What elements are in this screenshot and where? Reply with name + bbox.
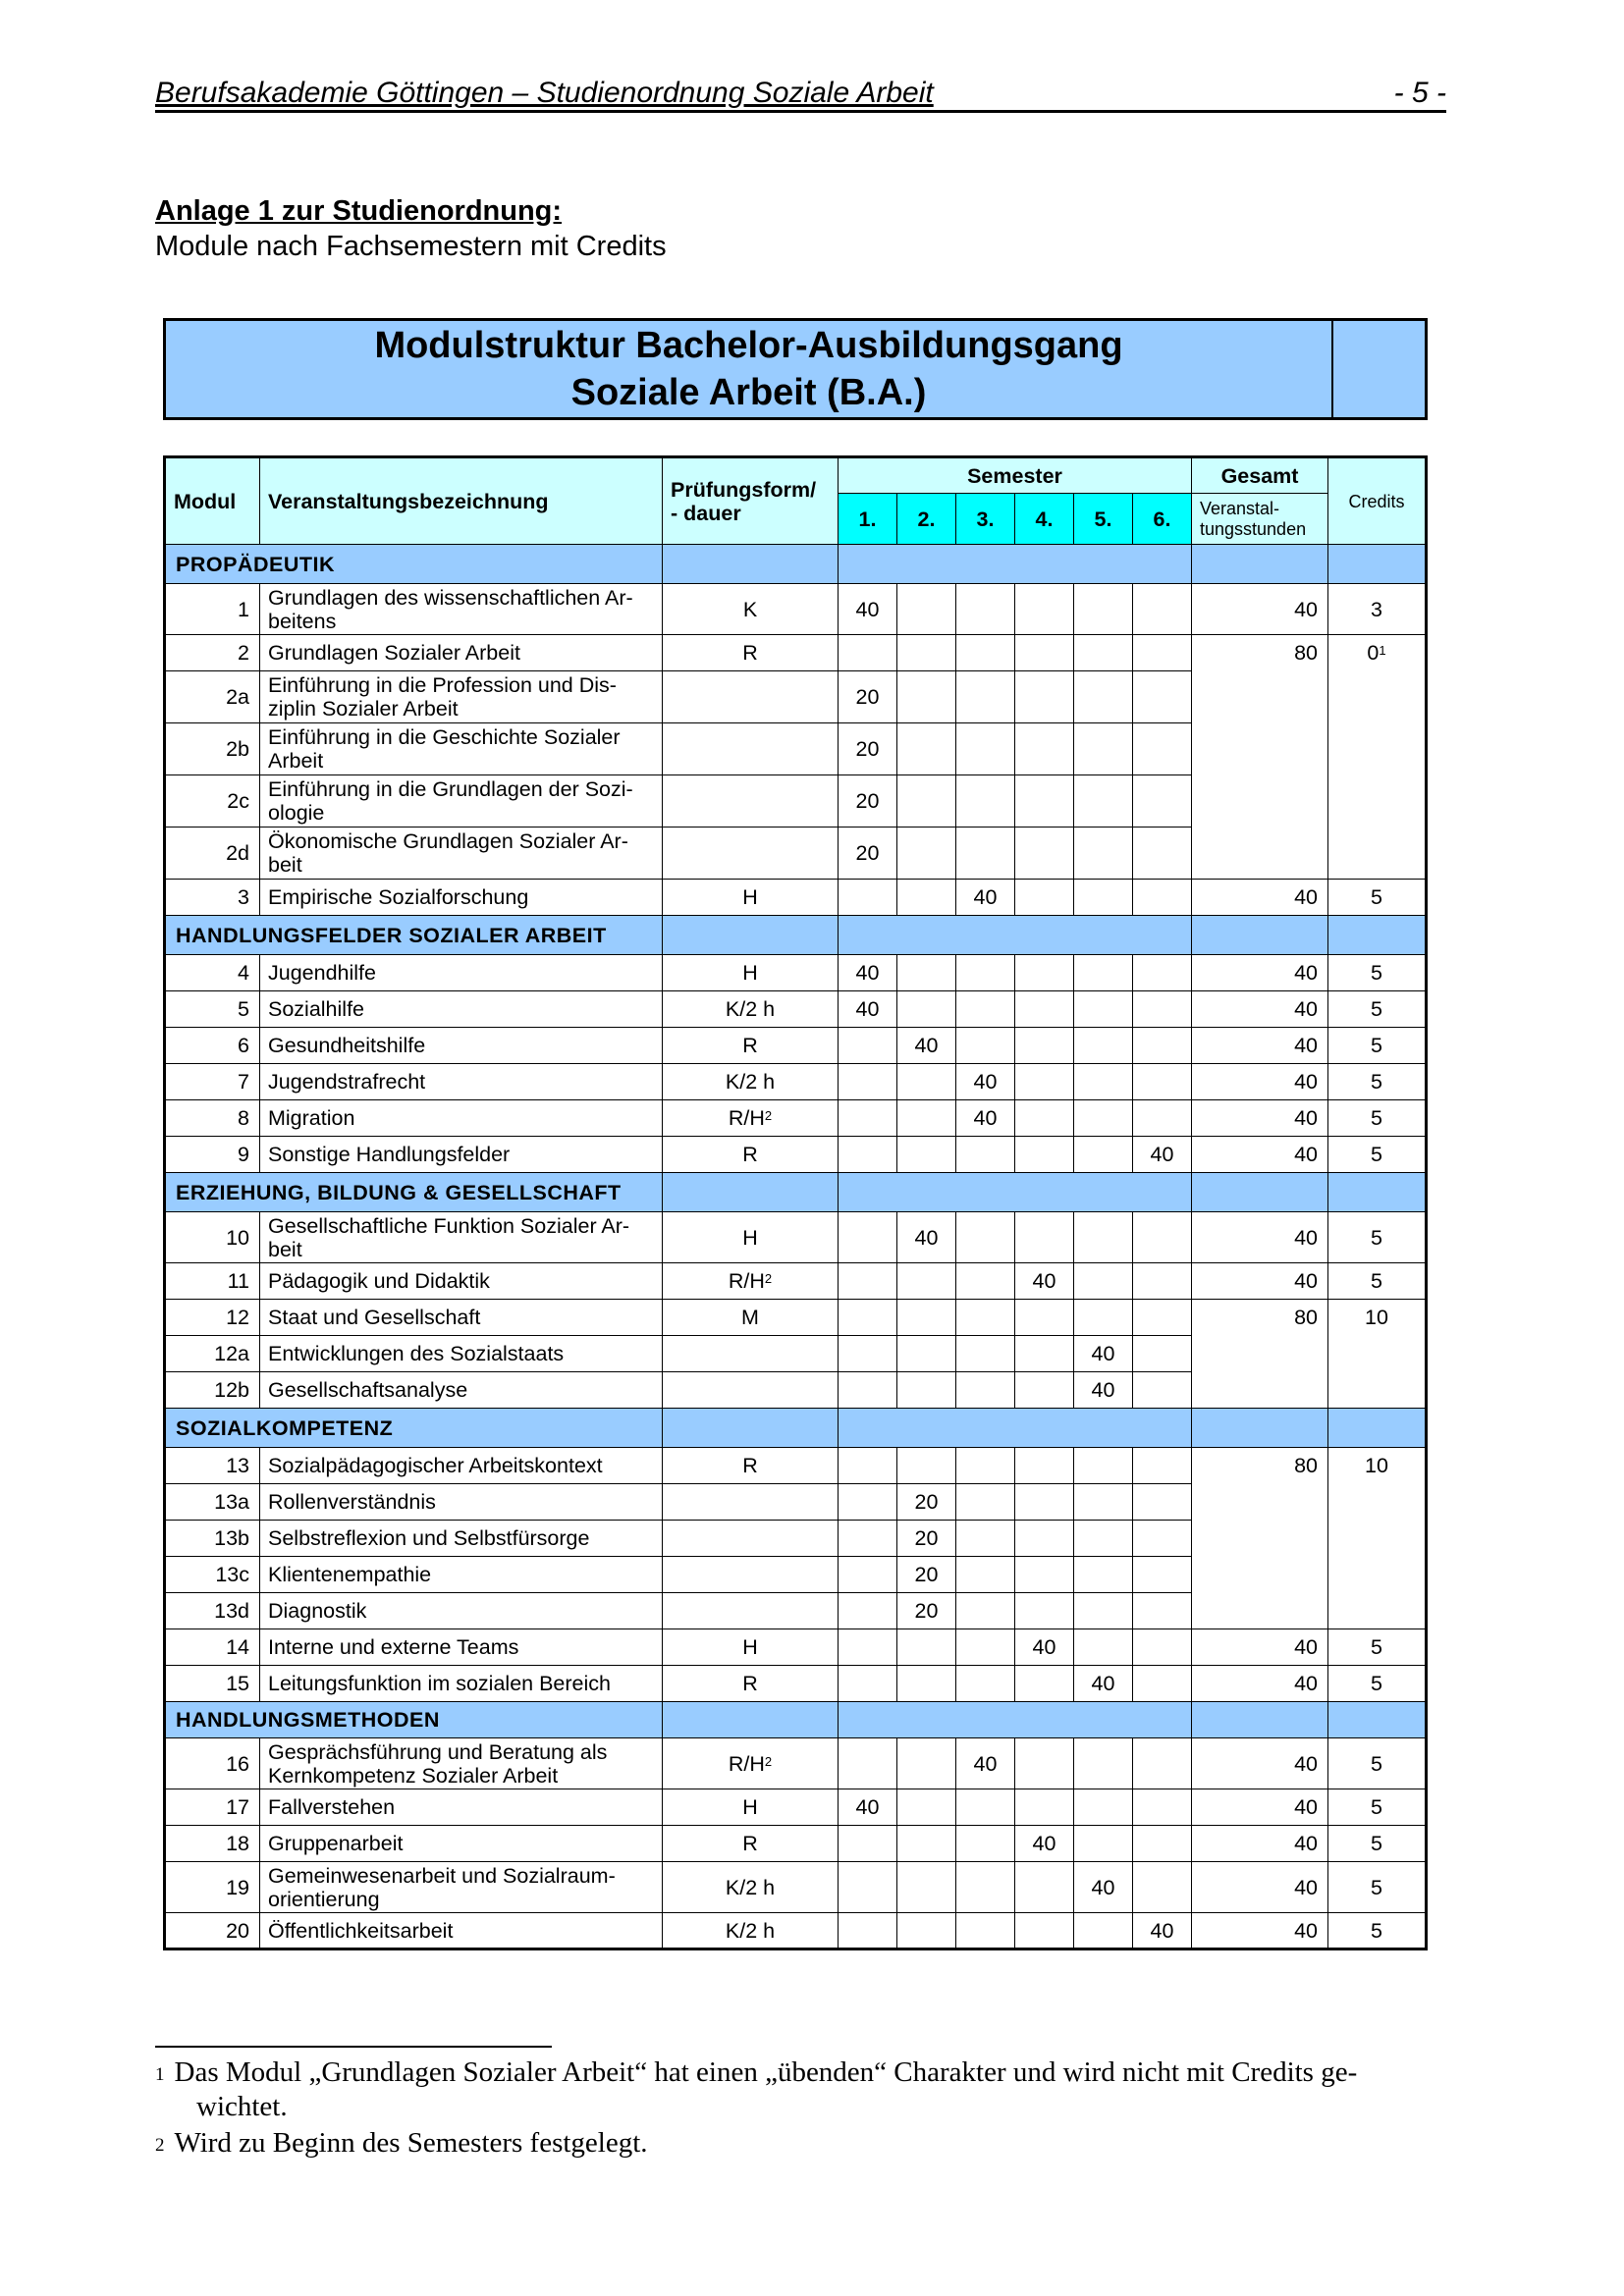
semester-5-value: 40	[1074, 1372, 1133, 1409]
credits-value: 5	[1328, 1064, 1427, 1100]
modul-nr: 13c	[165, 1557, 260, 1593]
semester-3-value: 40	[956, 1738, 1015, 1789]
gesamt-value: 40	[1192, 1064, 1328, 1100]
footnote-1	[155, 2056, 1451, 2124]
table-row	[165, 1826, 1427, 1862]
pruefungsform-value: R/H	[728, 1106, 765, 1130]
table-row	[165, 1862, 1427, 1913]
modul-name	[260, 1862, 663, 1913]
semester-2-value: 20	[897, 1593, 956, 1629]
modul-nr: 2d	[165, 828, 260, 880]
modul-name-l1: Gemeinwesenarbeit und Sozialraum-	[268, 1863, 616, 1888]
credits-value: 10	[1328, 1448, 1427, 1629]
pruefungsform: K/2 h	[663, 1913, 839, 1949]
modul-name: Interne und externe Teams	[260, 1629, 663, 1666]
pruefungsform: H	[663, 1212, 839, 1263]
modul-nr: 2	[165, 635, 260, 671]
gesamt-value: 40	[1192, 1862, 1328, 1913]
pruefungsform: H	[663, 1629, 839, 1666]
footnote-ref: 2	[764, 1753, 773, 1769]
gesamt-value: 40	[1192, 1826, 1328, 1862]
semester-2-value: 20	[897, 1557, 956, 1593]
header-semester: Semester	[839, 457, 1192, 494]
modul-name-l1: Ökonomische Grundlagen Sozialer Ar-	[268, 829, 628, 853]
modul-nr: 1	[165, 584, 260, 635]
modul-nr: 13	[165, 1448, 260, 1484]
footnote-ref: 2	[764, 1108, 773, 1123]
semester-3-value: 40	[956, 1064, 1015, 1100]
modul-name: Sozialhilfe	[260, 991, 663, 1028]
semester-5-value: 40	[1074, 1666, 1133, 1702]
gesamt-value: 40	[1192, 1137, 1328, 1173]
annex-subtitle: Module nach Fachsemestern mit Credits	[155, 231, 667, 262]
modul-name: Diagnostik	[260, 1593, 663, 1629]
modul-name-l2: Kernkompetenz Sozialer Arbeit	[268, 1763, 559, 1788]
credits-value: 5	[1328, 1263, 1427, 1300]
semester-1-value: 20	[839, 828, 897, 880]
credits-value: 5	[1328, 1826, 1427, 1862]
gesamt-value: 40	[1192, 955, 1328, 991]
section-handlungsfelder: HANDLUNGSFELDER SOZIALER ARBEIT	[165, 916, 663, 955]
modul-name: Entwicklungen des Sozialstaats	[260, 1336, 663, 1372]
pruefungsform-value: R/H	[728, 1751, 765, 1776]
header-semester-1: 1.	[839, 494, 897, 545]
credits-value: 5	[1328, 1629, 1427, 1666]
footnote-1-number: 1	[155, 2064, 165, 2085]
credits-value: 5	[1328, 1137, 1427, 1173]
modul-name: Leitungsfunktion im sozialen Bereich	[260, 1666, 663, 1702]
section-row	[165, 1173, 1427, 1212]
modul-nr: 9	[165, 1137, 260, 1173]
header-semester-5: 5.	[1074, 494, 1133, 545]
modul-name: Jugendhilfe	[260, 955, 663, 991]
pruefungsform: K	[663, 584, 839, 635]
table-row	[165, 1137, 1427, 1173]
credits-value: 5	[1328, 1212, 1427, 1263]
modul-name-l1: Grundlagen des wissenschaftlichen Ar-	[268, 585, 633, 610]
table-row	[165, 1064, 1427, 1100]
modul-nr: 8	[165, 1100, 260, 1137]
credits-value: 3	[1328, 584, 1427, 635]
header-pruefungsform	[663, 457, 839, 545]
gesamt-value: 80	[1192, 1300, 1328, 1409]
table-row	[165, 635, 1427, 671]
semester-3-value: 40	[956, 1100, 1015, 1137]
modul-nr: 4	[165, 955, 260, 991]
modul-name: Grundlagen Sozialer Arbeit	[260, 635, 663, 671]
table-row	[165, 1738, 1427, 1789]
table-row	[165, 1789, 1427, 1826]
pruefungsform	[663, 1738, 839, 1789]
semester-3-value: 40	[956, 880, 1015, 916]
footnote-2	[155, 2126, 1451, 2161]
semester-4-value: 40	[1015, 1629, 1074, 1666]
header-credits: Credits	[1328, 457, 1427, 545]
modul-name	[260, 775, 663, 828]
credits-value: 5	[1328, 991, 1427, 1028]
modul-nr: 3	[165, 880, 260, 916]
modul-name-l1: Gesellschaftliche Funktion Sozialer Ar-	[268, 1213, 630, 1238]
modul-name: Gesellschaftsanalyse	[260, 1372, 663, 1409]
table-row	[165, 1263, 1427, 1300]
modul-name: Klientenempathie	[260, 1557, 663, 1593]
modul-name-l1: Einführung in die Geschichte Sozialer	[268, 725, 621, 749]
pruefungsform: H	[663, 955, 839, 991]
table-row	[165, 1913, 1427, 1949]
semester-5-value: 40	[1074, 1862, 1133, 1913]
pruefungsform	[663, 1100, 839, 1137]
modul-nr: 12	[165, 1300, 260, 1336]
footnote-ref: 1	[1379, 643, 1386, 658]
modul-name	[260, 1212, 663, 1263]
gesamt-value: 80	[1192, 635, 1328, 880]
modul-name-l2: beit	[268, 1237, 302, 1261]
modul-nr: 15	[165, 1666, 260, 1702]
modul-nr: 13b	[165, 1521, 260, 1557]
table-row	[165, 584, 1427, 635]
modul-name: Rollenverständnis	[260, 1484, 663, 1521]
modul-name	[260, 671, 663, 723]
modul-name-l2: beitens	[268, 609, 337, 633]
modul-nr: 13a	[165, 1484, 260, 1521]
pruefungsform: K/2 h	[663, 1064, 839, 1100]
header-gesamt-sub-l2: tungsstunden	[1200, 518, 1307, 539]
modul-name-l1: Einführung in die Grundlagen der Sozi-	[268, 777, 633, 801]
header-veranstaltung: Veranstaltungsbezeichnung	[260, 457, 663, 545]
modul-nr: 7	[165, 1064, 260, 1100]
semester-6-value: 40	[1133, 1137, 1192, 1173]
footnote-1-line1: Das Modul „Grundlagen Sozialer Arbeit“ hat einen „übenden“ Charakter und wird nicht mit Credits ge-	[174, 2056, 1358, 2088]
semester-1-value: 40	[839, 584, 897, 635]
pruefungsform: K/2 h	[663, 991, 839, 1028]
modul-nr: 20	[165, 1913, 260, 1949]
modul-name-l2: beit	[268, 853, 302, 877]
table-row	[165, 880, 1427, 916]
gesamt-value: 40	[1192, 1789, 1328, 1826]
semester-1-value: 40	[839, 991, 897, 1028]
header-pruefungsform-l1: Prüfungsform/	[671, 477, 817, 502]
modul-name: Staat und Gesellschaft	[260, 1300, 663, 1336]
table-row	[165, 1100, 1427, 1137]
modul-name-l2: orientierung	[268, 1887, 380, 1911]
footnote-2-text: Wird zu Beginn des Semesters festgelegt.	[174, 2127, 648, 2159]
credits-value	[1328, 635, 1427, 880]
section-row	[165, 916, 1427, 955]
credits-value-number: 0	[1367, 641, 1380, 665]
table-row	[165, 1666, 1427, 1702]
pruefungsform: R	[663, 1448, 839, 1484]
modul-nr: 10	[165, 1212, 260, 1263]
modul-name: Selbstreflexion und Selbstfürsorge	[260, 1521, 663, 1557]
gesamt-value: 40	[1192, 1629, 1328, 1666]
semester-1-value: 40	[839, 955, 897, 991]
footnote-2-number: 2	[155, 2135, 165, 2156]
header-pruefungsform-l2: - dauer	[671, 501, 741, 525]
gesamt-value: 40	[1192, 1738, 1328, 1789]
gesamt-value: 80	[1192, 1448, 1328, 1629]
semester-1-value: 20	[839, 723, 897, 775]
document-title-line1: Modulstruktur Bachelor-Ausbildungsgang	[374, 325, 1123, 366]
credits-value: 5	[1328, 1913, 1427, 1949]
table-row	[165, 1629, 1427, 1666]
semester-5-value: 40	[1074, 1336, 1133, 1372]
table-row	[165, 991, 1427, 1028]
credits-value: 5	[1328, 1028, 1427, 1064]
pruefungsform-value: R/H	[728, 1269, 765, 1293]
modul-name: Fallverstehen	[260, 1789, 663, 1826]
modul-name: Sozialpädagogischer Arbeitskontext	[260, 1448, 663, 1484]
credits-value: 10	[1328, 1300, 1427, 1409]
table-row	[165, 1300, 1427, 1336]
gesamt-value: 40	[1192, 1028, 1328, 1064]
modul-nr: 16	[165, 1738, 260, 1789]
table-row	[165, 1212, 1427, 1263]
semester-1-value: 20	[839, 671, 897, 723]
credits-value: 5	[1328, 1666, 1427, 1702]
credits-value: 5	[1328, 955, 1427, 991]
modul-nr: 2c	[165, 775, 260, 828]
pruefungsform: R	[663, 1137, 839, 1173]
document-title	[166, 321, 1333, 417]
pruefungsform: R	[663, 1028, 839, 1064]
pruefungsform: H	[663, 880, 839, 916]
page-number: - 5 -	[1393, 77, 1446, 109]
modul-nr: 14	[165, 1629, 260, 1666]
semester-1-value: 40	[839, 1789, 897, 1826]
modul-name: Gruppenarbeit	[260, 1826, 663, 1862]
modul-name-l2: ziplin Sozialer Arbeit	[268, 697, 459, 721]
modul-name	[260, 1738, 663, 1789]
gesamt-value: 40	[1192, 1913, 1328, 1949]
section-row	[165, 545, 1427, 584]
modul-nr: 18	[165, 1826, 260, 1862]
modul-name: Migration	[260, 1100, 663, 1137]
modul-name: Pädagogik und Didaktik	[260, 1263, 663, 1300]
modul-name: Jugendstrafrecht	[260, 1064, 663, 1100]
table-row	[165, 955, 1427, 991]
header-title: Berufsakademie Göttingen – Studienordnung Soziale Arbeit	[155, 77, 934, 109]
header-gesamt: Gesamt	[1192, 457, 1328, 494]
modul-name-l1: Einführung in die Profession und Dis-	[268, 673, 617, 697]
modul-name-l2: ologie	[268, 801, 325, 825]
gesamt-value: 40	[1192, 1212, 1328, 1263]
module-table	[163, 455, 1428, 1950]
pruefungsform: R	[663, 1666, 839, 1702]
gesamt-value: 40	[1192, 880, 1328, 916]
modul-name: Gesundheitshilfe	[260, 1028, 663, 1064]
modul-name: Empirische Sozialforschung	[260, 880, 663, 916]
modul-name	[260, 584, 663, 635]
credits-value: 5	[1328, 880, 1427, 916]
modul-nr: 6	[165, 1028, 260, 1064]
credits-value: 5	[1328, 1100, 1427, 1137]
table-row	[165, 1028, 1427, 1064]
modul-nr: 11	[165, 1263, 260, 1300]
gesamt-value: 40	[1192, 584, 1328, 635]
document-title-line2: Soziale Arbeit (B.A.)	[570, 372, 927, 413]
header-gesamt-sub-l1: Veranstal-	[1200, 498, 1280, 518]
page-header	[155, 77, 1446, 113]
section-handlungsmethoden: HANDLUNGSMETHODEN	[165, 1702, 663, 1738]
modul-nr: 5	[165, 991, 260, 1028]
section-propaedeutik: PROPÄDEUTIK	[165, 545, 663, 584]
header-semester-3: 3.	[956, 494, 1015, 545]
modul-nr: 17	[165, 1789, 260, 1826]
gesamt-value: 40	[1192, 1666, 1328, 1702]
semester-1-value: 20	[839, 775, 897, 828]
pruefungsform	[663, 1263, 839, 1300]
gesamt-value: 40	[1192, 991, 1328, 1028]
modul-nr: 13d	[165, 1593, 260, 1629]
modul-nr: 19	[165, 1862, 260, 1913]
modul-name: Öffentlichkeitsarbeit	[260, 1913, 663, 1949]
semester-4-value: 40	[1015, 1263, 1074, 1300]
modul-nr: 2a	[165, 671, 260, 723]
annex-title: Anlage 1 zur Studienordnung:	[155, 195, 563, 227]
credits-value: 5	[1328, 1789, 1427, 1826]
header-semester-4: 4.	[1015, 494, 1074, 545]
modul-name-l2: Arbeit	[268, 749, 324, 773]
modul-nr: 12b	[165, 1372, 260, 1409]
modul-name	[260, 723, 663, 775]
section-erziehung: ERZIEHUNG, BILDUNG & GESELLSCHAFT	[165, 1173, 663, 1212]
semester-2-value: 40	[897, 1028, 956, 1064]
pruefungsform: K/2 h	[663, 1862, 839, 1913]
modul-nr: 2b	[165, 723, 260, 775]
header-semester-6: 6.	[1133, 494, 1192, 545]
modul-name: Sonstige Handlungsfelder	[260, 1137, 663, 1173]
document-title-box	[163, 318, 1428, 420]
gesamt-value: 40	[1192, 1100, 1328, 1137]
semester-6-value: 40	[1133, 1913, 1192, 1949]
header-modul: Modul	[165, 457, 260, 545]
section-row	[165, 1702, 1427, 1738]
modul-name	[260, 828, 663, 880]
semester-2-value: 20	[897, 1521, 956, 1557]
pruefungsform: H	[663, 1789, 839, 1826]
semester-4-value: 40	[1015, 1826, 1074, 1862]
credits-value: 5	[1328, 1862, 1427, 1913]
modul-name-l1: Gesprächsführung und Beratung als	[268, 1739, 608, 1764]
footnote-1-line2: wichtet.	[196, 2091, 288, 2122]
gesamt-value: 40	[1192, 1263, 1328, 1300]
semester-2-value: 20	[897, 1484, 956, 1521]
header-semester-2: 2.	[897, 494, 956, 545]
footnote-separator	[155, 2046, 552, 2048]
pruefungsform: M	[663, 1300, 839, 1336]
semester-2-value: 40	[897, 1212, 956, 1263]
table-row	[165, 1448, 1427, 1484]
section-row	[165, 1409, 1427, 1448]
pruefungsform: R	[663, 635, 839, 671]
modul-nr: 12a	[165, 1336, 260, 1372]
pruefungsform: R	[663, 1826, 839, 1862]
header-veranstaltungsstunden	[1192, 494, 1328, 545]
footnote-ref: 2	[764, 1271, 773, 1286]
section-sozialkompetenz: SOZIALKOMPETENZ	[165, 1409, 663, 1448]
credits-value: 5	[1328, 1738, 1427, 1789]
